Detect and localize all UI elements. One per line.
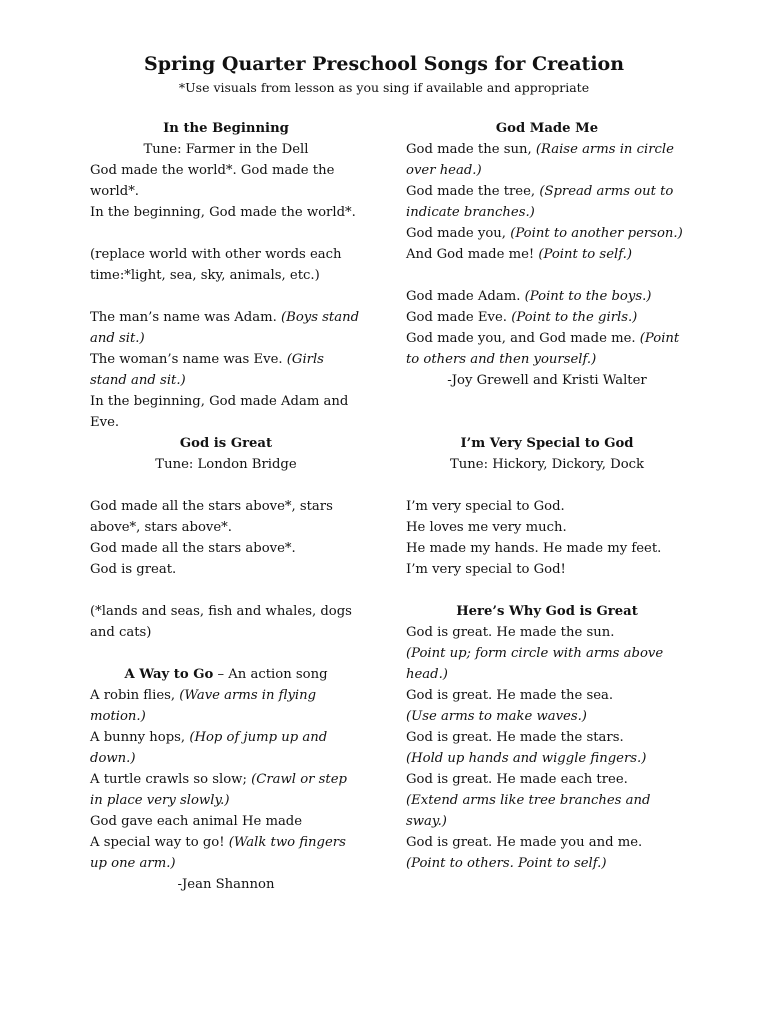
song-god-is-great [90,433,362,664]
song-heading: God is Great [179,436,273,451]
page-title: Spring Quarter Preschool Songs for Creation [143,53,625,75]
lyric-line: God made the tree, (Spread arms out to indicate branches.) [406,184,674,220]
action-direction: (Point to others. Point to self.) [406,856,607,871]
lyric-line: I’m very special to God. [406,499,565,514]
song-heading: In the Beginning [163,121,289,136]
page-subtitle: *Use visuals from lesson as you sing if available and appropriate [178,80,590,95]
action-direction: (Hop of jump up and down.) [90,730,328,766]
song-a-way-to-go [90,664,362,895]
song-tune: Tune: Hickory, Dickory, Dock [449,457,645,472]
song-credit: -Joy Grewell and Kristi Walter [447,373,647,388]
song-tune: Tune: London Bridge [155,457,297,472]
song-very-special [406,433,688,601]
lyric-line: God made you, (Point to another person.) [406,226,683,241]
right-column [406,118,688,874]
lyric-line: A bunny hops, (Hop of jump up and down.) [90,730,328,766]
lyric-line: A turtle crawls so slow; (Crawl or step in place very slowly.) [90,772,347,808]
action-direction: (Wave arms in flying motion.) [90,688,317,724]
song-heading: A Way to Go [124,667,214,682]
song-heading: Here’s Why God is Great [456,604,638,619]
song-god-made-me [406,118,688,433]
lyric-line: God is great. He made the sun. [406,625,615,640]
lyric-line: He made my hands. He made my feet. [406,541,662,556]
action-direction: (Crawl or step in place very slowly.) [90,772,347,808]
action-direction: (Spread arms out to indicate branches.) [406,184,674,220]
lyric-line: God is great. He made the stars. [406,730,624,745]
song-note: (*lands and seas, fish and whales, dogs and cats) [90,604,352,640]
lyric-line: God is great. He made you and me. [406,835,643,850]
lyric-line: A robin flies, (Wave arms in flying motion.) [90,688,317,724]
action-direction: (Raise arms in circle over head.) [406,142,674,178]
lyric-line: God made Adam. (Point to the boys.) [406,289,652,304]
left-column [90,118,362,895]
lyric-line: And God made me! (Point to self.) [406,247,632,262]
action-direction: (Girls stand and sit.) [90,352,324,388]
action-direction: (Boys stand and sit.) [90,310,360,346]
lyric-line: God is great. He made the sea. [406,688,614,703]
song-subheading: – An action song [213,667,328,682]
song-heading: I’m Very Special to God [460,436,634,451]
lyric-line: God is great. He made each tree. [406,772,628,787]
lyric-line: God made the world*. God made the world*. [90,163,335,199]
song-credit: -Jean Shannon [177,877,275,892]
song-why-god-is-great [406,601,688,874]
song-note: (replace world with other words each time:*light, sea, sky, animals, etc.) [90,247,342,283]
song-heading: God Made Me [495,121,599,136]
lyric-line: The woman’s name was Eve. (Girls stand and sit.) [90,352,324,388]
lyric-line: God made the sun, (Raise arms in circle over head.) [406,142,674,178]
lyric-line: In the beginning, God made Adam and Eve. [90,394,349,430]
action-direction: (Use arms to make waves.) [406,709,587,724]
song-heading-row [90,664,362,685]
action-direction: (Point to another person.) [510,226,683,241]
action-direction: (Extend arms like tree branches and sway.) [406,793,651,829]
lyric-line: I’m very special to God! [406,562,566,577]
action-direction: (Point to others and then yourself.) [406,331,680,367]
song-tune: Tune: Farmer in the Dell [143,142,309,157]
action-direction: (Walk two fingers up one arm.) [90,835,346,871]
action-direction: (Point to self.) [538,247,632,262]
lyric-line: A special way to go! (Walk two fingers up one arm.) [90,835,346,871]
action-direction: (Point up; form circle with arms above head.) [406,646,664,682]
lyric-line: God gave each animal He made [90,814,303,829]
lyric-line: God made you, and God made me. (Point to others and then yourself.) [406,331,680,367]
song-in-the-beginning [90,118,362,433]
action-direction: (Hold up hands and wiggle fingers.) [406,751,647,766]
lyric-line: In the beginning, God made the world*. [90,205,356,220]
action-direction: (Point to the girls.) [511,310,638,325]
action-direction: (Point to the boys.) [524,289,652,304]
lyric-line: The man’s name was Adam. (Boys stand and sit.) [90,310,360,346]
lyric-line: He loves me very much. [406,520,567,535]
lyric-line: God made all the stars above*. [90,541,296,556]
lyric-line: God made all the stars above*, stars above*, stars above*. [90,499,333,535]
lyric-line: God made Eve. (Point to the girls.) [406,310,638,325]
lyric-line: God is great. [90,562,177,577]
